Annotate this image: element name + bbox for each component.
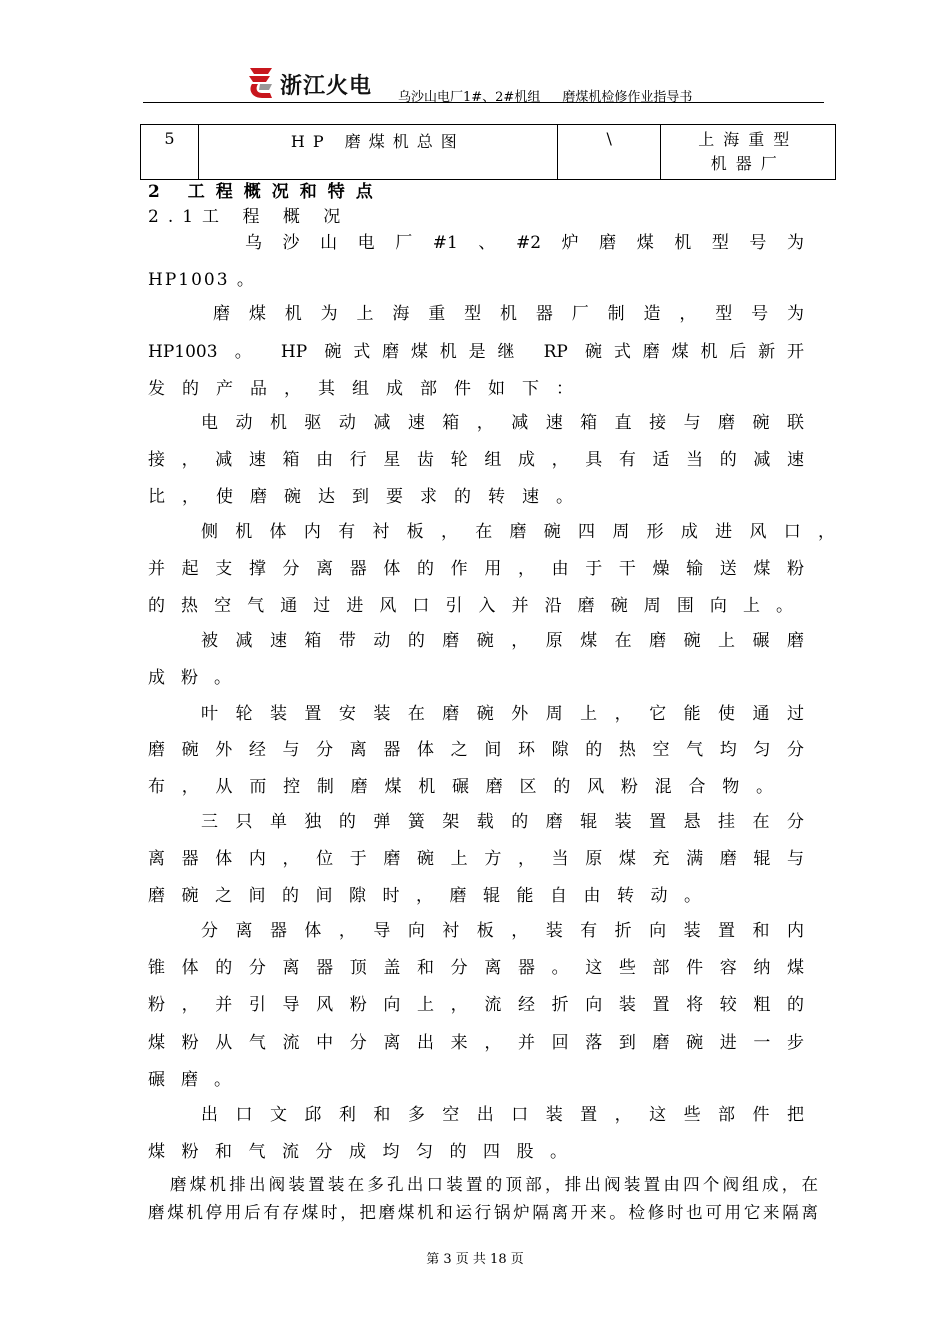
drawing-list-table xyxy=(140,124,836,180)
body-line: 出口文邱利和多空出口装置，这些部件把 xyxy=(201,1105,804,1125)
body-line: 接，减速箱由行星齿轮组成，具有适当的减速 xyxy=(148,450,804,470)
body-line: 磨煤机排出阀装置装在多孔出口装置的顶部，排出阀装置由四个阀组成，在 xyxy=(170,1175,818,1194)
body-line: 三只单独的弹簧架载的磨辊装置悬挂在分 xyxy=(201,812,804,832)
section-heading: 2 工程概况和特点 xyxy=(148,182,384,202)
body-line: 比，使磨碗达到要求的转速。 xyxy=(148,487,590,507)
header-plant: 乌沙山电厂1#、2#机组 xyxy=(398,90,541,105)
page-number: 第 3 页 共 18 页 xyxy=(426,1252,524,1267)
logo-text: 浙江火电 xyxy=(280,74,373,99)
body-line: 布，从而控制磨煤机碾磨区的风粉混合物。 xyxy=(148,777,773,797)
body-line: 煤粉从气流中分离出来，并回落到磨碗进一步 xyxy=(148,1033,804,1053)
body-line: 碾磨。 xyxy=(148,1070,247,1090)
cell-drawing-name: HP 磨煤机总图 xyxy=(198,125,557,180)
body-line: 乌沙山电厂#1、#2炉磨煤机型号为 xyxy=(245,233,804,253)
body-line: 的热空气通过进风口引入并沿磨碗周围向上。 xyxy=(148,596,793,616)
body-line: 锥体的分离器顶盖和分离器。这些部件容纳煤 xyxy=(148,958,804,978)
table-row xyxy=(141,125,836,180)
body-line: 磨碗外经与分离器体之间环隙的热空气均匀分 xyxy=(148,740,804,760)
cell-number: 5 xyxy=(141,125,199,180)
body-line: 被减速箱带动的磨碗，原煤在磨碗上碾磨 xyxy=(201,631,804,651)
body-line: 侧机体内有衬板，在磨碗四周形成进风口， xyxy=(201,522,835,542)
body-line: 粉，并引导风粉向上，流经折向装置将较粗的 xyxy=(148,995,804,1015)
body-line: 离器体内，位于磨碗上方，当原煤充满磨辊与 xyxy=(148,849,804,869)
body-line: 叶轮装置安装在磨碗外周上，它能使通过 xyxy=(201,704,804,724)
cell-manufacturer xyxy=(661,125,836,180)
body-line: 成粉。 xyxy=(148,668,247,688)
body-line: HP1003 。 HP 碗式磨煤机是继 RP 碗式磨煤机后新开 xyxy=(148,342,804,362)
company-logo xyxy=(246,66,373,100)
subsection-heading: 2.1工 程 概 况 xyxy=(148,207,350,227)
manufacturer-line-1: 上海重型 xyxy=(698,130,799,149)
cell-drawing-code: \ xyxy=(557,125,661,180)
header-doc-title: 磨煤机检修作业指导书 xyxy=(562,90,693,105)
header-divider xyxy=(143,102,824,103)
body-line: 电动机驱动减速箱，减速箱直接与磨碗联 xyxy=(201,413,804,433)
body-line: 分离器体，导向衬板，装有折向装置和内 xyxy=(201,921,804,941)
body-line: 磨碗之间的间隙时，磨辊能自由转动。 xyxy=(148,886,718,906)
manufacturer-line-2: 机器厂 xyxy=(710,154,786,173)
body-line: 磨煤机停用后有存煤时，把磨煤机和运行锅炉隔离开来。检修时也可用它来隔离 xyxy=(148,1203,818,1222)
body-line: 并起支撑分离器体的作用，由于干燥输送煤粉 xyxy=(148,559,804,579)
body-line: 煤粉和气流分成均匀的四股。 xyxy=(148,1142,584,1162)
body-line: HP1003 。 xyxy=(148,270,256,290)
body-line: 磨煤机为上海重型机器厂制造，型号为 xyxy=(213,304,804,324)
body-line: 发的产品，其组成部件如下： xyxy=(148,379,590,399)
company-logo-icon xyxy=(246,66,276,100)
